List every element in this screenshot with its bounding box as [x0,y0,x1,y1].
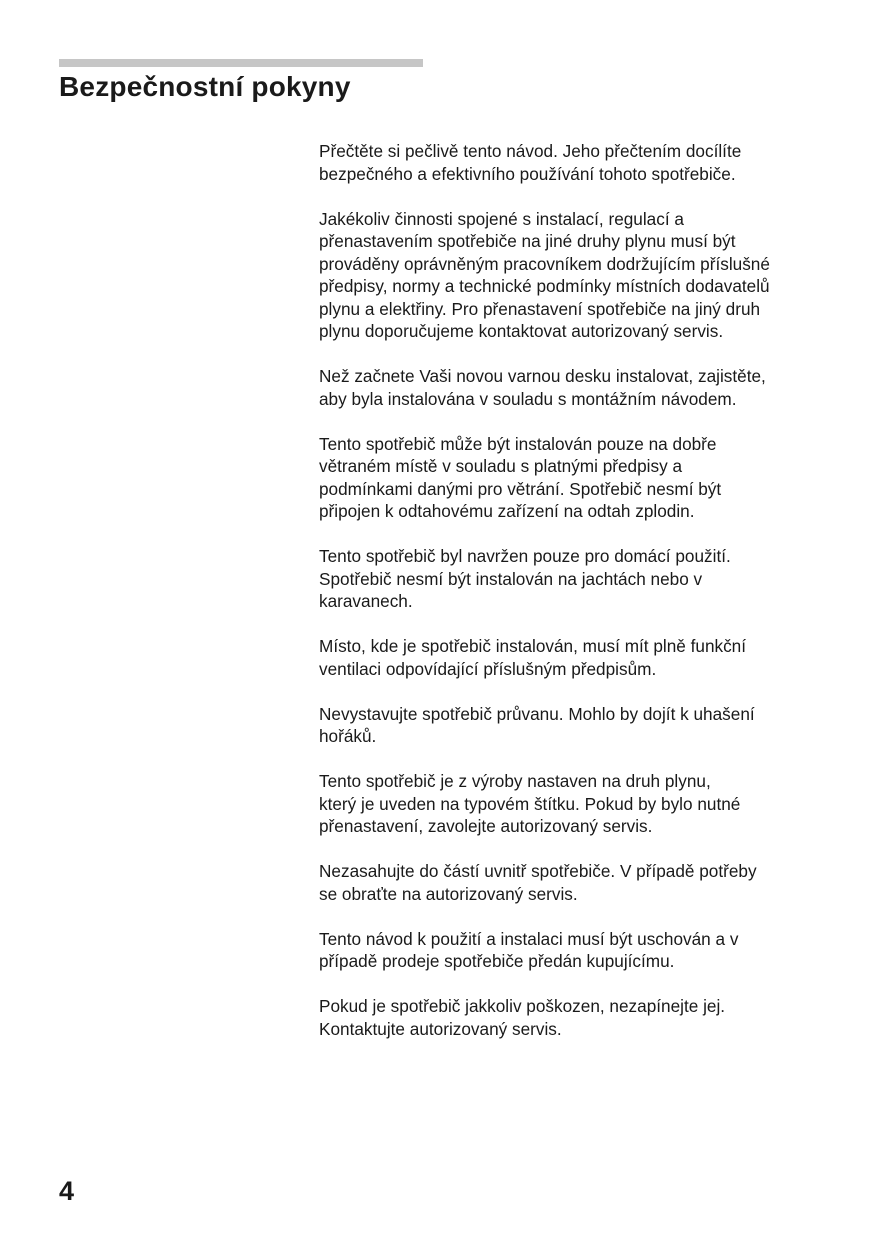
paragraph-line: Tento spotřebič byl navržen pouze pro domácí použití. [319,546,731,566]
paragraph-line: karavanech. [319,591,413,611]
safety-paragraph [319,433,839,523]
safety-paragraph [319,635,839,680]
paragraph-line: připojen k odtahovému zařízení na odtah zplodin. [319,501,695,521]
paragraph-line: předpisy, normy a technické podmínky místních dodavatelů [319,276,770,296]
paragraph-line: aby byla instalována v souladu s montážním návodem. [319,388,737,409]
paragraph-line: Spotřebič nesmí být instalován na jachtách nebo v [319,568,703,589]
paragraph-line: Přečtěte si pečlivě tento návod. Jeho přečtením docílíte [319,141,742,161]
paragraph-line: který je uveden na typovém štítku. Pokud by bylo nutné [319,793,741,814]
safety-paragraph [319,928,839,973]
safety-paragraph [319,995,839,1040]
paragraph-line: Nevystavujte spotřebič průvanu. Mohlo by dojít k uhašení [319,703,755,724]
paragraph-line: prováděny oprávněným pracovníkem dodržujícím příslušné [319,253,770,274]
paragraph-line: podmínkami danými pro větrání. Spotřebič nesmí být [319,478,722,499]
paragraph-line: Než začnete Vaši novou varnou desku instalovat, zajistěte, [319,366,766,386]
paragraph-line: Místo, kde je spotřebič instalován, musí mít plně funkční [319,636,747,656]
paragraph-line: Tento spotřebič je z výroby nastaven na druh plynu, [319,771,711,791]
safety-instructions-body [319,140,839,1063]
page-number: 4 [59,1176,75,1206]
page-title: Bezpečnostní pokyny [59,71,351,102]
paragraph-line: případě prodeje spotřebiče předán kupujícímu. [319,951,675,971]
paragraph-line: Kontaktujte autorizovaný servis. [319,1018,562,1039]
paragraph-line: Nezasahujte do částí uvnitř spotřebiče. V případě potřeby [319,861,757,881]
paragraph-line: větraném místě v souladu s platnými předpisy a [319,456,683,476]
paragraph-line: plynu doporučujeme kontaktovat autorizovaný servis. [319,321,724,341]
safety-paragraph [319,703,839,748]
paragraph-line: ventilaci odpovídající příslušným předpisům. [319,658,657,679]
paragraph-line: přenastavení, zavolejte autorizovaný servis. [319,816,653,836]
paragraph-line: Tento spotřebič může být instalován pouze na dobře [319,433,717,454]
paragraph-line: bezpečného a efektivního používání tohoto spotřebiče. [319,163,736,184]
paragraph-line: hořáků. [319,726,377,746]
safety-paragraph [319,545,839,613]
safety-paragraph [319,208,839,343]
paragraph-line: se obraťte na autorizovaný servis. [319,883,578,904]
paragraph-line: plynu a elektřiny. Pro přenastavení spotřebiče na jiný druh [319,298,761,319]
safety-paragraph [319,770,839,838]
safety-paragraph [319,140,839,185]
paragraph-line: Tento návod k použití a instalaci musí být uschován a v [319,928,739,949]
header-rule [59,59,423,67]
paragraph-line: Pokud je spotřebič jakkoliv poškozen, nezapínejte jej. [319,996,726,1016]
paragraph-line: Jakékoliv činnosti spojené s instalací, regulací a [319,208,684,229]
safety-paragraph [319,365,839,410]
paragraph-line: přenastavením spotřebiče na jiné druhy plynu musí být [319,231,736,251]
safety-paragraph [319,860,839,905]
